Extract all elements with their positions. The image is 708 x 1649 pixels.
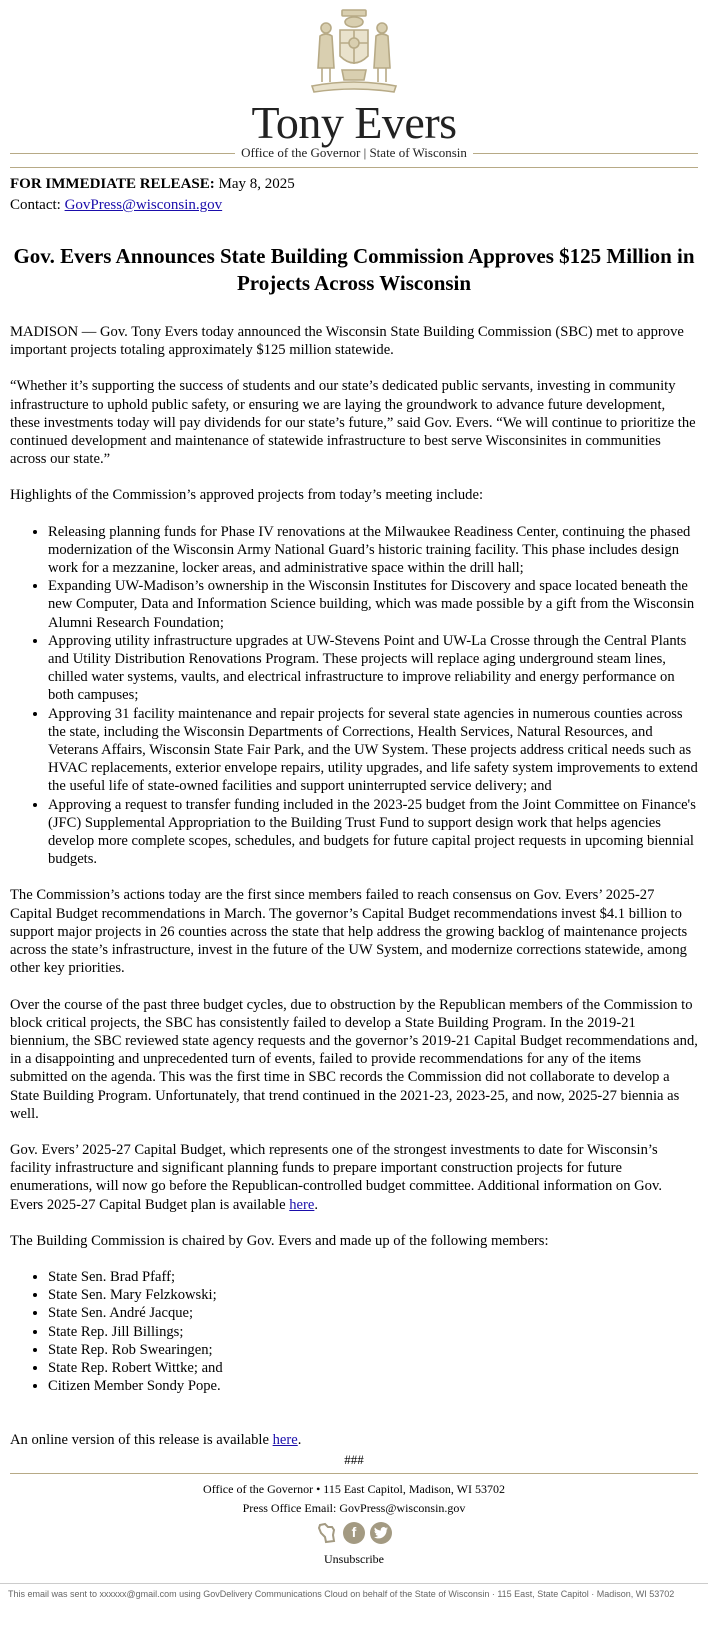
release-date-line [10, 174, 698, 195]
divider [10, 153, 235, 154]
masthead [10, 0, 698, 168]
paragraph-highlights-intro: Highlights of the Commission’s approved projects from today’s meeting include: [10, 487, 484, 504]
headline: Gov. Evers Announces State Building Commission Approves $125 Million in Projects Across Wisconsin [13, 244, 695, 295]
wisconsin-shape-icon [316, 1522, 338, 1544]
end-mark: ### [344, 1451, 364, 1467]
footer-email: Press Office Email: GovPress@wisconsin.gov [242, 1500, 466, 1515]
list-item: • State Sen. Brad Pfaff; [48, 1268, 698, 1286]
paragraph-members-intro: The Building Commission is chaired by Gov. Evers and made up of the following members: [10, 1232, 549, 1249]
list-item: • Approving 31 facility maintenance and repair projects for several state agencies in numerous counties across the state, including the Wisconsin Departments of Corrections, Health Services, Natural Resources, and Veterans Affairs, Wisconsin State Fair Park, and the UW System. These projects address critical needs such as HVAC replacements, exterior envelope repairs, utility upgrades, and life safety system improvements to extend the useful life of state-owned facilities and support uninterrupted service delivery; and [48, 705, 698, 796]
twitter-bird-icon [374, 1527, 388, 1539]
release-info [10, 174, 698, 216]
list-item: • Citizen Member Sondy Pope. [48, 1377, 698, 1395]
list-item: • State Rep. Rob Swearingen; [48, 1341, 698, 1359]
paragraph-intro: MADISON — Gov. Tony Evers today announced the Wisconsin State Building Commission (SBC) met to approve important projects totaling approximately $125 million statewide. [10, 324, 684, 359]
list-item: • Approving a request to transfer funding included in the 2023-25 budget from the Joint Committee on Finance's (JFC) Supplemental Appropriation to the Building Trust Fund to support design work that helps agencies develop more complete scopes, schedules, and budgets for future capital project requests in upcoming biennial budgets. [48, 796, 698, 869]
paragraph-text: An online version of this release is available [10, 1432, 273, 1449]
divider [473, 153, 698, 154]
online-version-link[interactable]: here [272, 1432, 298, 1449]
list-item: • State Sen. André Jacque; [48, 1304, 698, 1322]
paragraph-end: . [314, 1196, 319, 1213]
paragraph-end: . [297, 1432, 302, 1449]
divider [10, 1473, 698, 1474]
wisconsin-seal-icon [306, 8, 402, 96]
contact-label: Contact: [10, 197, 61, 213]
list-item: • Expanding UW-Madison’s ownership in the Wisconsin Institutes for Discovery and space located beneath the new Computer, Data and Information Science building, which was made possible by a gift from the Wisconsin Alumni Research Foundation; [48, 577, 698, 632]
masthead-subtitle: Office of the Governor | State of Wisconsin [241, 145, 467, 160]
governor-name: Tony Evers [251, 97, 457, 148]
delivery-disclaimer: This email was sent to xxxxxx@gmail.com using GovDelivery Communications Cloud on behalf of the State of Wisconsin · 115 East, State Capitol · Madison, WI 53702 [0, 1583, 708, 1600]
highlights-list [10, 523, 698, 869]
social-icons [10, 1522, 698, 1544]
paragraph-text: Gov. Evers’ 2025-27 Capital Budget, which represents one of the strongest investments to date for Wisconsin’s facility infrastructure and significant planning funds to prepare important construction projects for future enumerations, will now go before the Republican-controlled budget committee. Additional information on Gov. Evers 2025-27 Capital Budget plan is available [10, 1141, 662, 1213]
members-list [10, 1268, 698, 1395]
contact-email-link[interactable]: GovPress@wisconsin.gov [64, 197, 223, 213]
list-item: • State Rep. Robert Wittke; and [48, 1359, 698, 1377]
release-date: May 8, 2025 [218, 176, 295, 192]
paragraph-capital-budget [10, 1141, 698, 1214]
paragraph-commission-actions: The Commission’s actions today are the first since members failed to reach consensus on Gov. Evers’ 2025-27 Capital Budget recommendations in March. The governor’s Capital Budget recommendations invest $4.1 billion to support major projects in 26 counties across the state that help address the growing backlog of maintenance projects across the state’s infrastructure, invest in the future of the UW System, and modernize corrections statewide, among other key priorities. [10, 887, 688, 977]
list-item: • Approving utility infrastructure upgrades at UW-Stevens Point and UW-La Crosse through the Central Plants and Utility Distribution Renovations Program. These projects will replace aging underground steam lines, chilled water systems, vaults, and electrical infrastructure to improve reliability and energy performance on both campuses; [48, 632, 698, 705]
twitter-icon[interactable] [370, 1522, 392, 1544]
contact-line [10, 195, 698, 216]
facebook-icon[interactable]: f [343, 1522, 365, 1544]
masthead-subtitle-row [10, 145, 698, 161]
unsubscribe-link[interactable]: Unsubscribe [324, 1551, 384, 1566]
paragraph-online-version [10, 1431, 698, 1449]
capital-budget-link[interactable]: here [289, 1196, 315, 1213]
footer [10, 1480, 698, 1569]
list-item: • State Rep. Jill Billings; [48, 1323, 698, 1341]
list-item: • Releasing planning funds for Phase IV renovations at the Milwaukee Readiness Center, continuing the phased modernization of the Wisconsin Army National Guard’s historic training facility. This phase includes design work for a mezzanine, locker areas, and administrative space within the drill hall; [48, 523, 698, 578]
release-label: FOR IMMEDIATE RELEASE: [10, 176, 215, 192]
divider [10, 167, 698, 168]
wisconsin-icon[interactable] [316, 1522, 338, 1544]
paragraph-budget-cycles: Over the course of the past three budget cycles, due to obstruction by the Republican members of the Commission to block critical projects, the SBC has consistently failed to develop a State Building Program. In the 2019-21 biennium, the SBC reviewed state agency requests and the governor’s 2019-21 Capital Budget recommendations and, in a disappointing and unprecedented turn of events, failed to provide recommendations for any of the items submitted on the agenda. This was the first time in SBC records the Commission did not collaborate to develop a State Building Program. Unfortunately, that trend continued in the 2021-23, 2023-25, and now, 2025-27 biennia as well. [10, 996, 698, 1122]
paragraph-quote: “Whether it’s supporting the success of students and our state’s dedicated public servants, investing in community infrastructure to uphold public safety, or ensuring we are laying the groundwork to advance future development, these investments today will pay dividends for our state’s future,” said Gov. Evers. “We will continue to prioritize the continued development and maintenance of statewide infrastructure to best serve Wisconsinites in communities across our state.” [10, 378, 696, 468]
list-item: • State Sen. Mary Felzkowski; [48, 1286, 698, 1304]
footer-address: Office of the Governor • 115 East Capitol, Madison, WI 53702 [203, 1481, 505, 1496]
